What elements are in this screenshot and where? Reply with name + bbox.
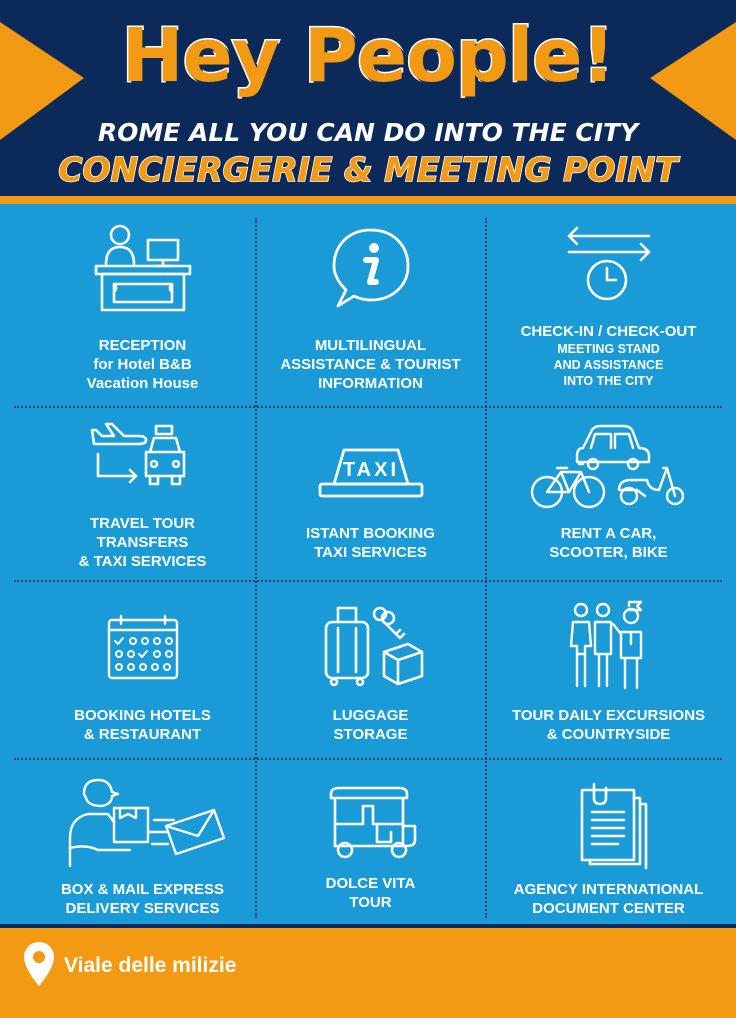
service-taxi bbox=[248, 414, 493, 594]
service-label: MULTILINGUAL ASSISTANCE & TOURIST INFORMATION bbox=[280, 337, 461, 392]
service-luggage bbox=[248, 590, 493, 770]
services-grid bbox=[0, 204, 736, 924]
service-reception bbox=[20, 218, 265, 398]
location-pin-icon bbox=[22, 940, 56, 995]
service-label: ISTANT BOOKING TAXI SERVICES bbox=[306, 525, 435, 561]
documents-icon bbox=[486, 780, 731, 864]
service-rent bbox=[486, 414, 731, 594]
address-text: Viale delle milizie bbox=[64, 954, 237, 977]
service-transfers bbox=[20, 414, 265, 594]
taxi-sign-text: TAXI bbox=[342, 459, 399, 481]
reception-desk-icon bbox=[20, 222, 265, 312]
check-in-clock-icon bbox=[486, 224, 731, 304]
service-label: BOX & MAIL EXPRESS DELIVERY SERVICES bbox=[60, 881, 225, 917]
service-check-in bbox=[486, 218, 731, 398]
service-label: LUGGAGE STORAGE bbox=[332, 707, 409, 743]
plane-taxi-transfer-icon bbox=[20, 422, 265, 492]
service-mail bbox=[20, 766, 265, 946]
service-label: DOLCE VITA TOUR bbox=[325, 875, 416, 911]
service-label: TOUR DAILY EXCURSIONS & COUNTRYSIDE bbox=[511, 707, 706, 743]
footer bbox=[0, 928, 736, 1018]
page-subtitle: ROME ALL YOU CAN DO INTO THE CITY bbox=[97, 118, 639, 147]
grid-divider bbox=[14, 406, 722, 408]
page-tagline: CONCIERGERIE & MEETING POINT bbox=[58, 150, 678, 189]
service-tours bbox=[486, 590, 731, 770]
courier-mail-icon bbox=[20, 778, 265, 868]
service-multilingual bbox=[248, 218, 493, 398]
service-dolce-vita bbox=[248, 766, 493, 946]
page-title: Hey People! bbox=[121, 13, 615, 99]
service-documents bbox=[486, 766, 731, 946]
car-scooter-bike-icon bbox=[486, 418, 731, 510]
header bbox=[0, 0, 736, 200]
tuk-tuk-icon bbox=[248, 784, 493, 864]
service-label: AGENCY INTERNATIONAL DOCUMENT CENTER bbox=[513, 881, 704, 917]
service-booking bbox=[20, 590, 265, 770]
service-label: BOOKING HOTELS & RESTAURANT bbox=[74, 707, 211, 743]
service-label: TRAVEL TOUR TRANSFERS & TAXI SERVICES bbox=[78, 515, 207, 570]
tour-guide-group-icon bbox=[486, 600, 731, 692]
taxi-sign-icon bbox=[248, 444, 493, 500]
service-label: RENT A CAR, SCOOTER, BIKE bbox=[549, 525, 668, 561]
service-label: CHECK-IN / CHECK-OUT MEETING STAND AND ASSISTANCE INTO THE CITY bbox=[520, 323, 697, 388]
calendar-booking-icon bbox=[20, 614, 265, 680]
service-label: RECEPTION for Hotel B&B Vacation House bbox=[86, 337, 199, 392]
info-bubble-icon bbox=[248, 224, 493, 314]
luggage-storage-icon bbox=[248, 604, 493, 686]
